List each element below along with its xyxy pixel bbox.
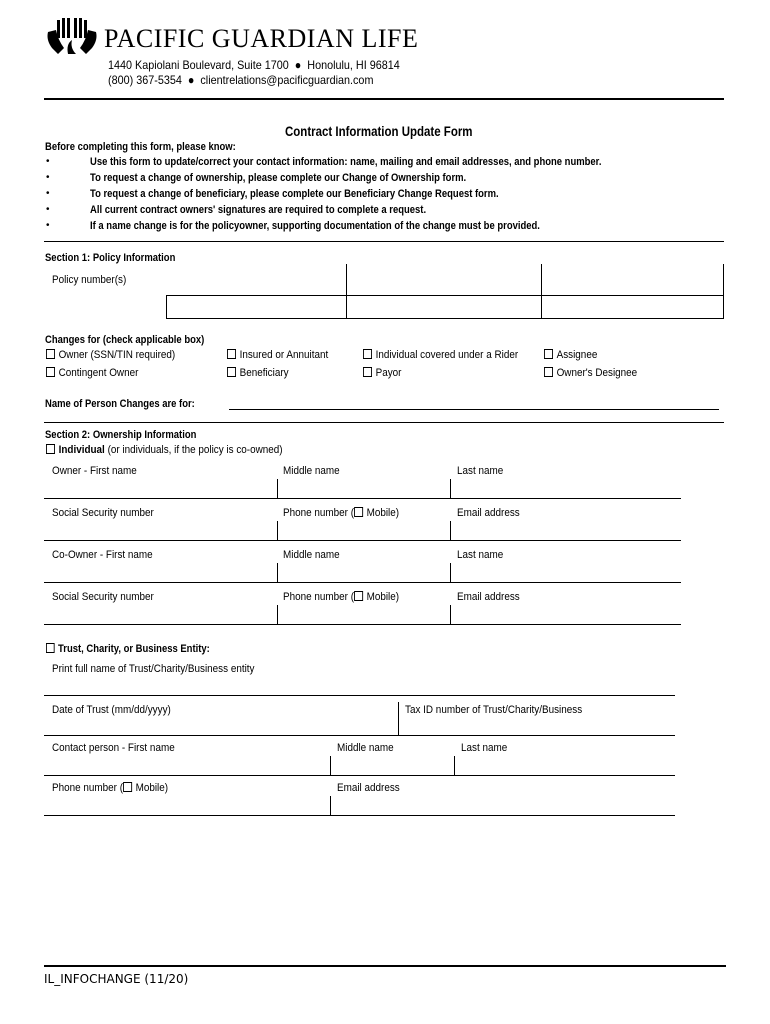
hands-logo-icon [44, 18, 100, 56]
field-divider [330, 796, 331, 816]
phone-label [283, 507, 399, 519]
coowner-first-name-label: Co-Owner - First name [52, 549, 153, 561]
checkbox-rider[interactable] [363, 349, 518, 361]
changes-for-name-input[interactable] [229, 409, 719, 410]
checkbox-insured[interactable] [227, 349, 328, 361]
trust-date-label: Date of Trust (mm/dd/yyyy) [52, 704, 171, 716]
checkbox-icon[interactable] [544, 349, 553, 359]
field-divider [450, 605, 451, 625]
bullet-dot: • [46, 188, 50, 199]
trust-date-input-line[interactable] [44, 735, 675, 736]
phone-number: (800) 367-5354 [108, 73, 182, 87]
coowner-name-input-line[interactable] [44, 582, 681, 583]
bullet-dot: • [46, 156, 50, 167]
checkbox-label: Assignee [556, 349, 598, 361]
field-divider [277, 479, 278, 499]
section2-heading: Section 2: Ownership Information [45, 429, 197, 441]
header-divider [44, 98, 724, 100]
owner-name-input-line[interactable] [44, 498, 681, 499]
bullet-dot: • [46, 220, 50, 231]
grid-line [166, 295, 167, 319]
phone-label [283, 591, 399, 603]
policy-number-label: Policy number(s) [52, 274, 127, 286]
contact-phone-label [52, 782, 168, 794]
instruction-item: Use this form to update/correct your contact information: name, mailing and email addresses, and phone number. [90, 156, 602, 168]
changes-heading: Changes for (check applicable box) [45, 334, 205, 346]
middle-name-label: Middle name [337, 742, 394, 754]
bullet-separator: ● [291, 58, 308, 72]
last-name-label: Last name [457, 465, 504, 477]
contact-line [108, 73, 373, 87]
trust-name-label: Print full name of Trust/Charity/Business entity [52, 663, 255, 675]
trust-option[interactable] [46, 643, 210, 655]
mobile-label: Mobile) [135, 782, 169, 794]
checkbox-label: Insured or Annuitant [239, 349, 329, 361]
form-title: Contract Information Update Form [285, 123, 473, 139]
field-divider [454, 756, 455, 776]
checkbox-label: Payor [375, 367, 402, 379]
phone-prefix: Phone number ( [52, 782, 124, 794]
instruction-item: All current contract owners' signatures are required to complete a request. [90, 204, 427, 216]
tax-id-label: Tax ID number of Trust/Charity/Business [405, 704, 583, 716]
instruction-item: If a name change is for the policyowner, supporting documentation of the change must be provided. [90, 220, 540, 232]
checkbox-icon[interactable] [227, 349, 236, 359]
last-name-label: Last name [457, 549, 504, 561]
mobile-checkbox-icon[interactable] [354, 507, 363, 517]
field-divider [330, 756, 331, 776]
footer-divider [44, 965, 726, 967]
field-divider [277, 563, 278, 583]
checkbox-icon[interactable] [363, 349, 372, 359]
company-name: PACIFIC GUARDIAN LIFE [104, 24, 419, 53]
email-label: Email address [457, 591, 520, 603]
grid-line [541, 264, 542, 319]
checkbox-label: Owner (SSN/TIN required) [58, 349, 176, 361]
checkbox-icon[interactable] [46, 643, 55, 653]
checkbox-icon[interactable] [46, 349, 55, 359]
checkbox-icon[interactable] [544, 367, 553, 377]
middle-name-label: Middle name [283, 465, 340, 477]
checkbox-icon[interactable] [227, 367, 236, 377]
checkbox-contingent-owner[interactable] [46, 367, 138, 379]
individual-note: (or individuals, if the policy is co-owned) [107, 444, 283, 456]
mobile-label: Mobile) [366, 591, 400, 603]
bullet-separator: ● [184, 73, 201, 87]
field-divider [277, 521, 278, 541]
contact-first-name-label: Contact person - First name [52, 742, 175, 754]
checkbox-icon[interactable] [363, 367, 372, 377]
grid-line [166, 295, 724, 296]
grid-line [723, 264, 724, 319]
owner-contact-input-line[interactable] [44, 540, 681, 541]
email-label: Email address [457, 507, 520, 519]
last-name-label: Last name [461, 742, 508, 754]
grid-line [346, 264, 347, 319]
bullet-dot: • [46, 204, 50, 215]
company-logo [44, 18, 100, 56]
section-divider [44, 241, 724, 242]
ssn-label: Social Security number [52, 591, 154, 603]
grid-line [166, 318, 724, 319]
phone-prefix: Phone number ( [283, 507, 355, 519]
owner-first-name-label: Owner - First name [52, 465, 137, 477]
changes-for-name-label: Name of Person Changes are for: [45, 398, 195, 410]
contact-name-input-line[interactable] [44, 775, 675, 776]
instruction-item: To request a change of beneficiary, please complete our Beneficiary Change Request form. [90, 188, 499, 200]
checkbox-beneficiary[interactable] [227, 367, 289, 379]
address-city: Honolulu, HI 96814 [307, 58, 400, 72]
phone-prefix: Phone number ( [283, 591, 355, 603]
checkbox-label: Beneficiary [239, 367, 289, 379]
checkbox-owner[interactable] [46, 349, 175, 361]
section-divider [44, 422, 724, 423]
checkbox-icon[interactable] [46, 444, 55, 454]
address-street: 1440 Kapiolani Boulevard, Suite 1700 [108, 58, 289, 72]
checkbox-owners-designee[interactable] [544, 367, 637, 379]
email-link[interactable]: clientrelations@pacificguardian.com [200, 73, 374, 87]
middle-name-label: Middle name [283, 549, 340, 561]
mobile-checkbox-icon[interactable] [354, 591, 363, 601]
trust-name-input-line[interactable] [44, 695, 675, 696]
field-divider [398, 702, 399, 736]
ssn-label: Social Security number [52, 507, 154, 519]
intro-text: Before completing this form, please know: [45, 141, 236, 153]
checkbox-payor[interactable] [363, 367, 401, 379]
field-divider [450, 563, 451, 583]
section1-heading: Section 1: Policy Information [45, 252, 176, 264]
address-line [108, 58, 400, 72]
checkbox-assignee[interactable] [544, 349, 597, 361]
bullet-dot: • [46, 172, 50, 183]
checkbox-label: Owner's Designee [556, 367, 638, 379]
trust-label: Trust, Charity, or Business Entity: [58, 643, 210, 655]
field-divider [450, 479, 451, 499]
field-divider [450, 521, 451, 541]
contact-info-input-line[interactable] [44, 815, 675, 816]
coowner-contact-input-line[interactable] [44, 624, 681, 625]
individual-option[interactable] [46, 444, 283, 456]
instruction-item: To request a change of ownership, please complete our Change of Ownership form. [90, 172, 467, 184]
mobile-label: Mobile) [366, 507, 400, 519]
checkbox-icon[interactable] [46, 367, 55, 377]
contact-email-label: Email address [337, 782, 400, 794]
checkbox-label: Individual covered under a Rider [375, 349, 519, 361]
individual-label: Individual [58, 444, 105, 456]
checkbox-label: Contingent Owner [58, 367, 139, 379]
field-divider [277, 605, 278, 625]
mobile-checkbox-icon[interactable] [123, 782, 132, 792]
form-code: IL_INFOCHANGE (11/20) [44, 972, 189, 986]
